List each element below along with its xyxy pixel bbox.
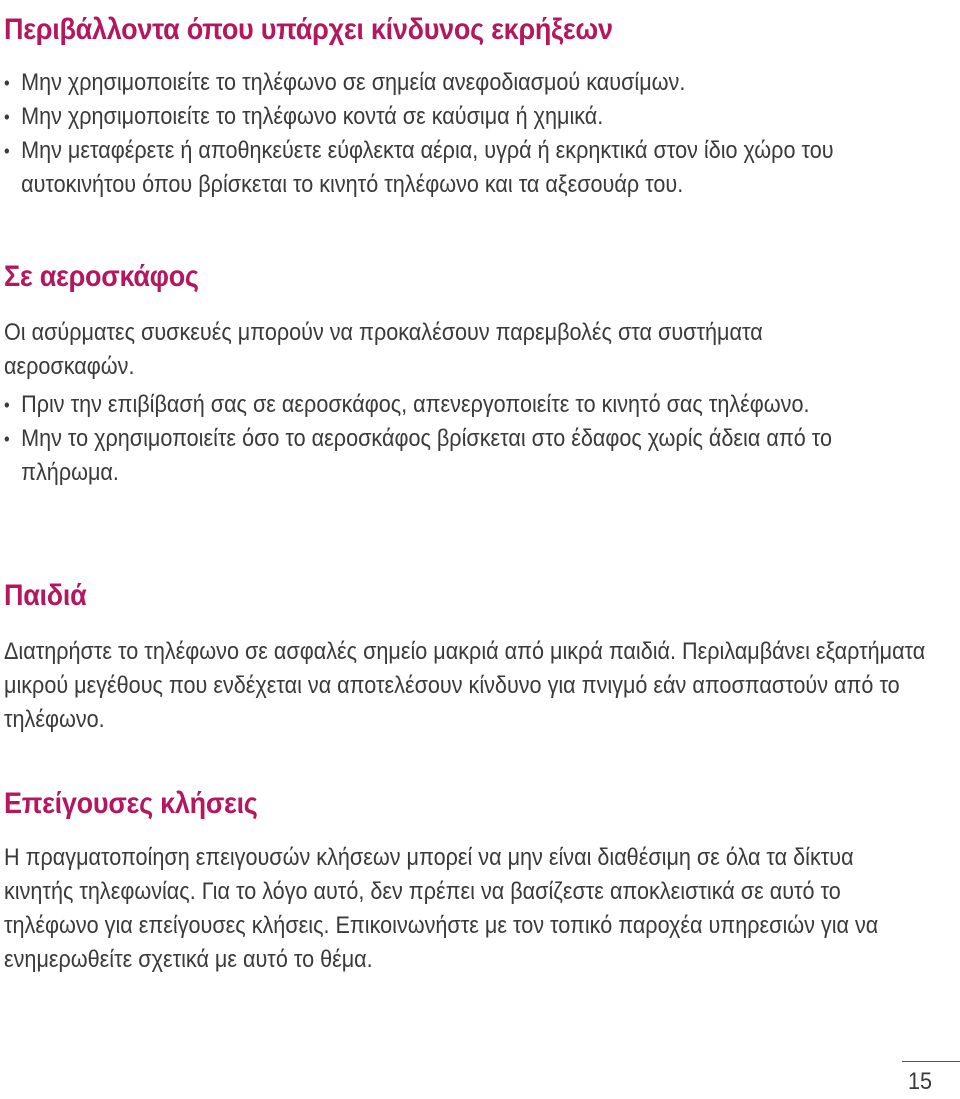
bullet-icon: •	[4, 107, 10, 127]
bullet-icon: •	[4, 73, 10, 93]
aircraft-list	[4, 388, 960, 490]
explosive-environments-list	[4, 66, 960, 202]
list-item: • Μην το χρησιμοποιείτε όσο το αεροσκάφος βρίσκεται στο έδαφος χωρίς άδεια από το πλήρωμα.	[4, 422, 912, 490]
list-item: • Μην χρησιμοποιείτε το τηλέφωνο κοντά σε καύσιμα ή χημικά.	[4, 100, 948, 134]
list-item: • Μην μεταφέρετε ή αποθηκεύετε εύφλεκτα αέρια, υγρά ή εκρηκτικά στον ίδιο χώρο του αυτοκινήτου όπου βρίσκεται το κινητό τηλέφωνο και τα αξεσουάρ του.	[4, 134, 867, 202]
bullet-icon: •	[4, 395, 10, 415]
bullet-icon: •	[4, 141, 10, 161]
section-heading-children: Παιδιά	[4, 579, 87, 612]
list-item: • Μην χρησιμοποιείτε το τηλέφωνο σε σημεία ανεφοδιασμού καυσίμων.	[4, 66, 948, 100]
children-text: Διατηρήστε το τηλέφωνο σε ασφαλές σημείο μακριά από μικρά παιδιά. Περιλαμβάνει εξαρτήματα μικρού μεγέθους που ενδέχεται να αποτελέσουν κίνδυνο για πνιγμό εάν αποσπαστούν από το τηλέφωνο.	[4, 638, 926, 733]
aircraft-intro-text: Οι ασύρματες συσκευές μπορούν να προκαλέσουν παρεμβολές στα συστήματα αεροσκαφών.	[4, 319, 763, 380]
emergency-calls-text: Η πραγματοποίηση επειγουσών κλήσεων μπορεί να μην είναι διαθέσιμη σε όλα τα δίκτυα κινητής τηλεφωνίας. Για το λόγο αυτό, δεν πρέπει να βασίζεστε αποκλειστικά σε αυτό το τηλέφωνο για επείγουσες κλήσεις. Επικοινωνήστε με τον τοπικό παροχέα υπηρεσιών για να ενημερωθείτε σχετικά με αυτό το θέμα.	[4, 844, 879, 973]
footer-divider	[902, 1061, 960, 1062]
bullet-icon: •	[4, 429, 10, 449]
section-heading-emergency-calls: Επείγουσες κλήσεις	[4, 787, 258, 820]
page-number: 15	[907, 1068, 932, 1095]
section-heading-explosive-environments: Περιβάλλοντα όπου υπάρχει κίνδυνος εκρήξεων	[4, 13, 613, 46]
section-heading-aircraft: Σε αεροσκάφος	[4, 260, 199, 293]
list-item: • Πριν την επιβίβασή σας σε αεροσκάφος, απενεργοποιείτε το κινητό σας τηλέφωνο.	[4, 388, 822, 422]
